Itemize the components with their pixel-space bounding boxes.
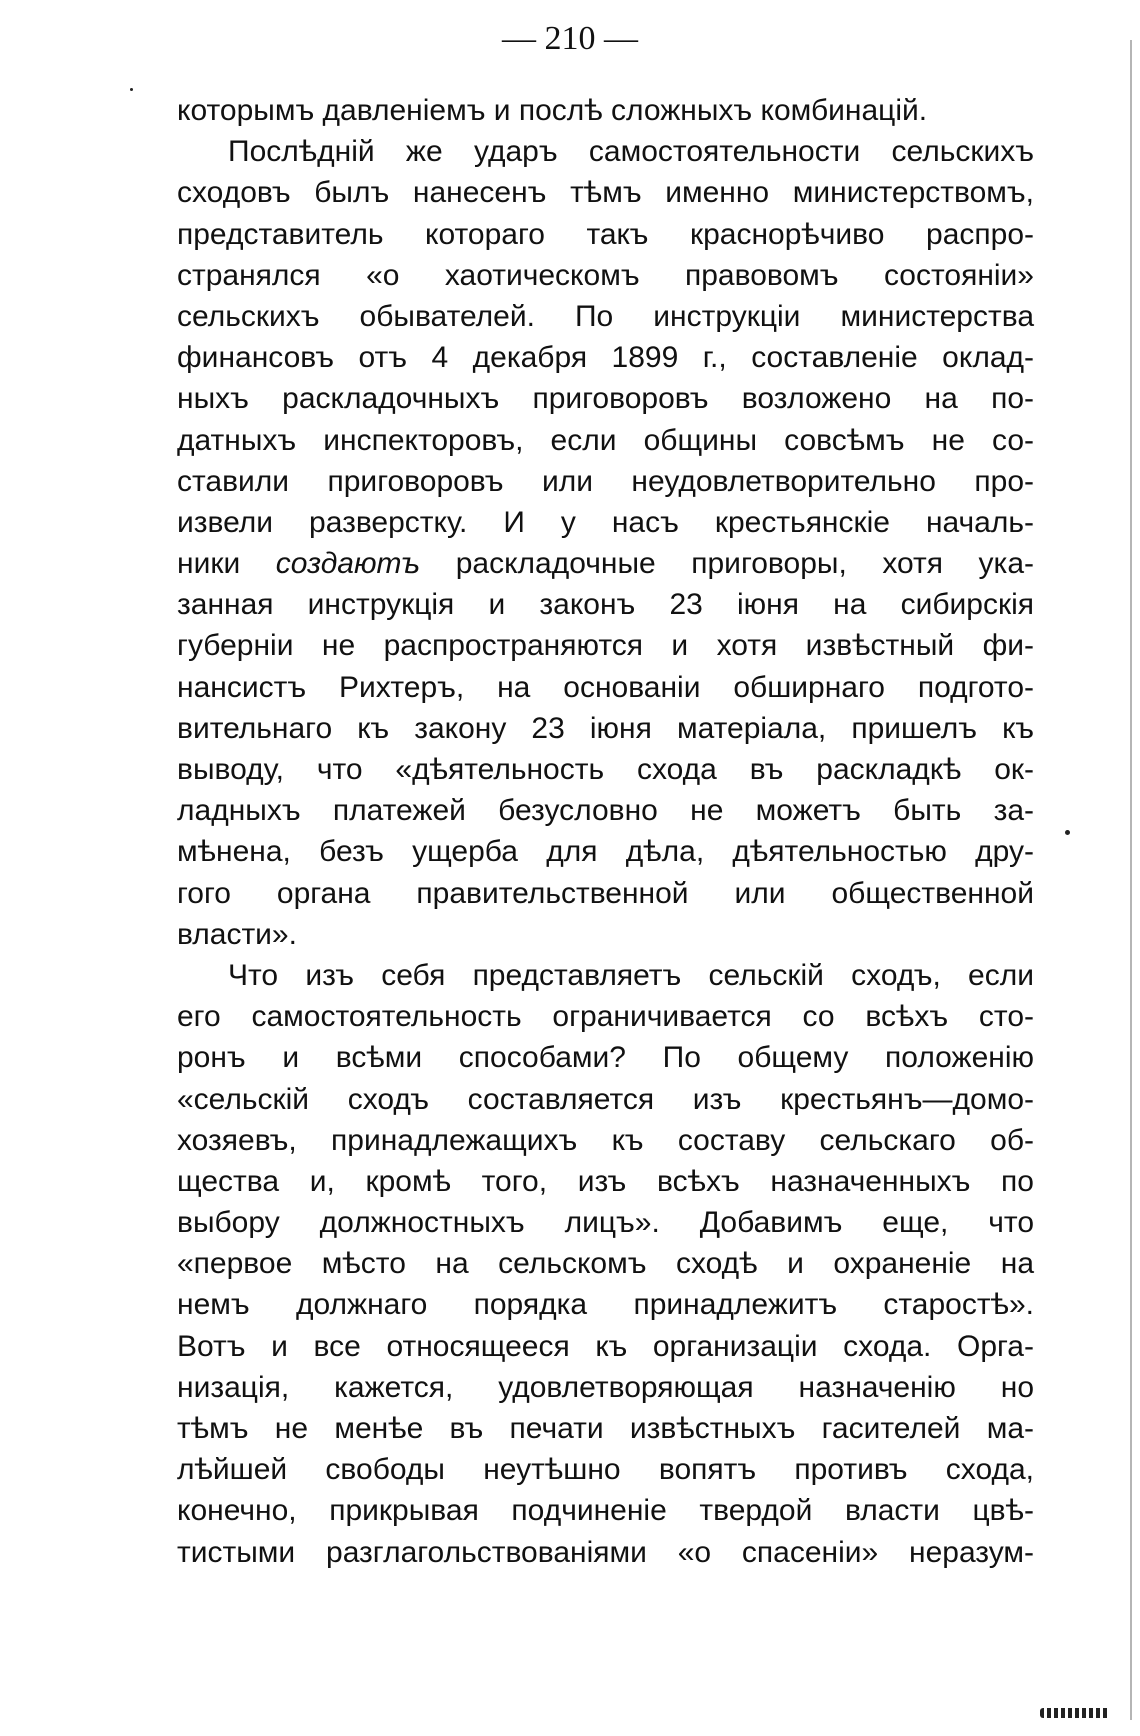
text-line: выбору должностныхъ лицъ». Добавимъ еще, что [177, 1206, 1034, 1240]
text-line: вительнаго къ закону 23 іюня матеріала, пришелъ къ [177, 711, 1034, 745]
text-line: извели разверстку. И у насъ крестьянскіе началь- [177, 505, 1034, 539]
text-line: ныхъ раскладочныхъ приговоровъ возложено на по- [177, 382, 1034, 416]
text-line: «первое мѣсто на сельскомъ сходѣ и охраненіе на [177, 1247, 1034, 1281]
text-line: власти». [177, 917, 297, 951]
ink-smudge [1040, 1708, 1110, 1718]
text-line: Вотъ и все относящееся къ организаціи схода. Орга- [177, 1329, 1034, 1363]
text-line: щества и, кромѣ того, изъ всѣхъ назначенныхъ по [177, 1164, 1034, 1198]
body-text [177, 90, 1034, 1573]
text-line: хозяевъ, принадлежащихъ къ составу сельскаго об- [177, 1123, 1034, 1157]
text-line: «сельскій сходъ составляется изъ крестьянъ—домо- [177, 1082, 1034, 1116]
text-line: мѣнена, безъ ущерба для дѣла, дѣятельностью дру- [177, 835, 1034, 869]
text-line: губерніи не распространяются и хотя извѣстный фи- [177, 629, 1034, 663]
text-line: тистыми разглагольствованіями «о спасеніи» неразум- [177, 1535, 1034, 1569]
stray-ink-dot [1065, 830, 1070, 835]
text-line: финансовъ отъ 4 декабря 1899 г., составленіе оклад- [177, 341, 1034, 375]
text-line: представитель котораго такъ краснорѣчиво распро- [177, 217, 1034, 251]
text-line: ронъ и всѣми способами? По общему положенію [177, 1041, 1034, 1075]
text-line: тѣмъ не менѣе въ печати извѣстныхъ гасителей ма- [177, 1412, 1034, 1445]
text-line: конечно, прикрывая подчиненіе твердой власти цвѣ- [177, 1494, 1034, 1528]
text-line: выводу, что «дѣятельность схода въ раскладкѣ ок- [177, 753, 1034, 786]
text-line: нансистъ Рихтеръ, на основаніи обширнаго подгото- [177, 670, 1034, 704]
text-line: низація, кажется, удовлетворяющая назначенію но [177, 1370, 1034, 1404]
stray-ink-dot [130, 88, 133, 91]
text-line: занная инструкція и законъ 23 іюня на сибирскія [177, 588, 1034, 622]
text-line: ставили приговоровъ или неудовлетворительно про- [177, 464, 1034, 498]
text-line: странялся «о хаотическомъ правовомъ состояніи» [177, 258, 1034, 292]
page-edge-line [1130, 40, 1132, 1720]
text-line: гого органа правительственной или общественной [177, 876, 1034, 910]
text-line: лѣйшей свободы неутѣшно вопятъ противъ схода, [177, 1453, 1034, 1487]
text-line: датныхъ инспекторовъ, если общины совсѣмъ не со- [177, 423, 1034, 457]
text-line: которымъ давленіемъ и послѣ сложныхъ комбинацій. [177, 94, 928, 127]
page-number: — 210 — [502, 20, 638, 57]
text-line: сельскихъ обывателей. По инструкціи министерства [177, 299, 1034, 333]
emphasized-word: создаютъ [275, 547, 421, 581]
text-line: Что изъ себя представляетъ сельскій сходъ, если [228, 958, 1034, 992]
text-line: ладныхъ платежей безусловно не можетъ быть за- [177, 794, 1034, 828]
text-line: ники создаютъ раскладочные приговоры, хотя ука- [177, 547, 1034, 581]
text-line: его самостоятельность ограничивается со всѣхъ сто- [177, 1000, 1034, 1034]
text-line: сходовъ былъ нанесенъ тѣмъ именно министерствомъ, [177, 176, 1034, 210]
text-line: немъ должнаго порядка принадлежитъ старостѣ». [177, 1288, 1034, 1322]
text-line: Послѣдній же ударъ самостоятельности сельскихъ [228, 135, 1034, 169]
